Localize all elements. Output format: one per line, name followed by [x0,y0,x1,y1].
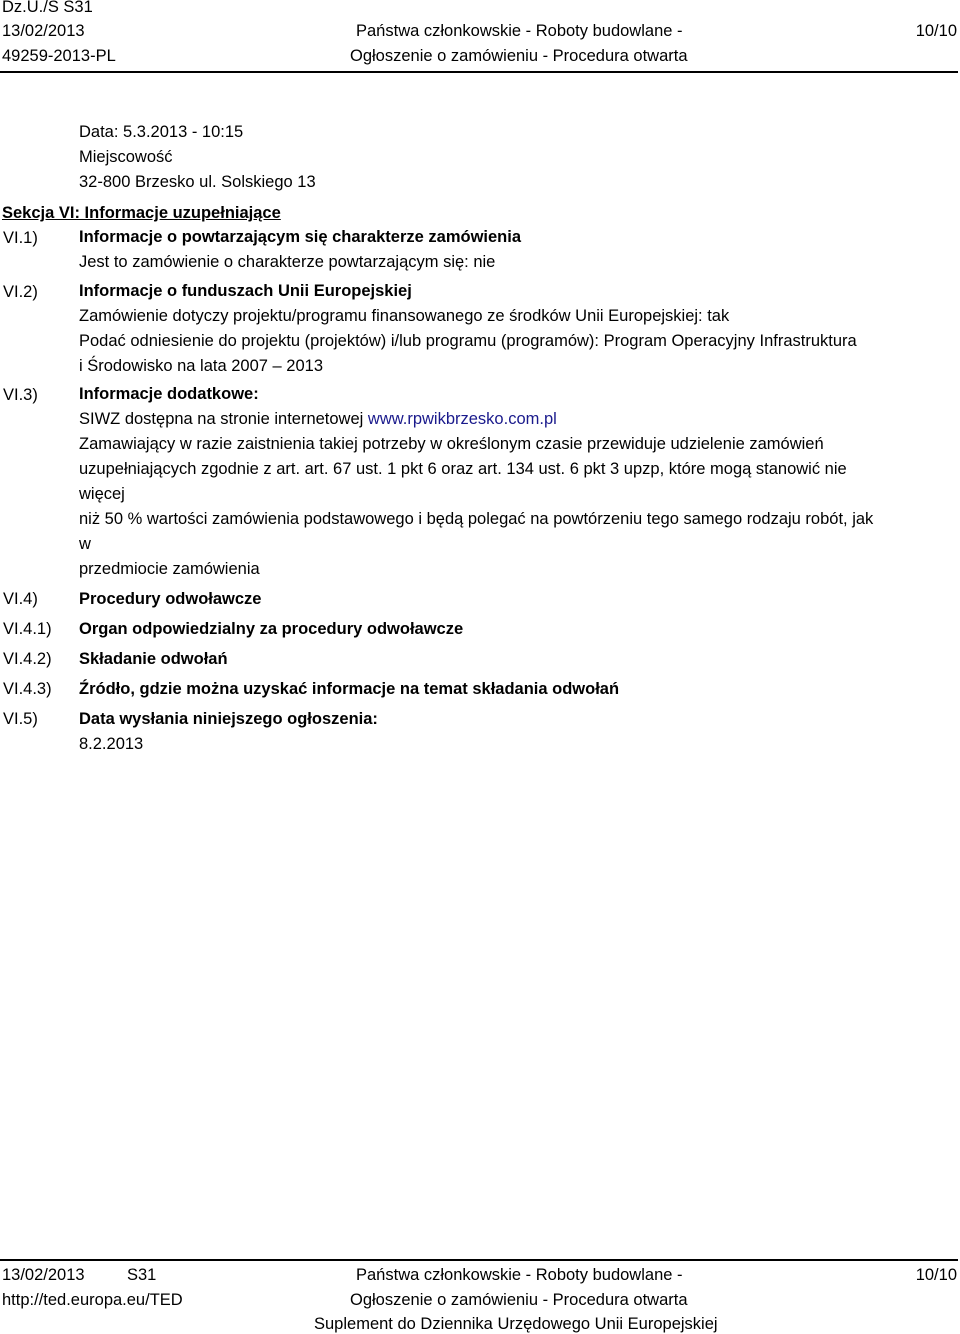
dispatch-date: 8.2.2013 [79,735,144,753]
page-header [0,0,960,72]
footer-page-number: 10/10 [915,1266,957,1284]
section-title: Sekcja VI: Informacje uzupełniające [2,204,281,222]
header-title-line1: Państwa członkowskie - Roboty budowlane - [356,22,683,40]
section-number: VI.3) [3,386,38,404]
page-footer [0,1258,960,1334]
section-text: Zamawiający w razie zaistnienia takiej potrzeby w określonym czasie przewiduje udzielenie zamówień [79,435,824,453]
footer-title-line1: Państwa członkowskie - Roboty budowlane - [356,1266,683,1284]
footer-date: 13/02/2013 [2,1266,85,1284]
section-number: VI.2) [3,283,38,301]
section-heading: Składanie odwołań [79,650,228,668]
section-heading: Procedury odwoławcze [79,590,262,608]
section-text: Podać odniesienie do projektu (projektów) i/lub programu (programów): Program Operacyjny Infrastruktura [79,332,857,350]
section-text: uzupełniających zgodnie z art. art. 67 ust. 1 pkt 6 oraz art. 134 ust. 6 pkt 3 upzp, które mogą stanowić nie [79,460,847,478]
footer-issue: S31 [127,1266,157,1284]
section-number: VI.4.1) [3,620,52,638]
siwz-line [79,407,939,432]
header-doc-id: 49259-2013-PL [2,47,116,65]
footer-url[interactable]: http://ted.europa.eu/TED [2,1291,183,1309]
header-date: 13/02/2013 [2,22,85,40]
section-number: VI.4.2) [3,650,52,668]
section-number: VI.4.3) [3,680,52,698]
footer-title-line2: Ogłoszenie o zamówieniu - Procedura otwarta [350,1291,688,1309]
section-heading: Źródło, gdzie można uzyskać informacje na temat składania odwołań [79,680,620,698]
header-title-line2: Ogłoszenie o zamówieniu - Procedura otwarta [350,47,688,65]
footer-title-line3: Suplement do Dziennika Urzędowego Unii Europejskiej [314,1315,718,1333]
section-heading: Organ odpowiedzialny za procedury odwoławcze [79,620,464,638]
section-number: VI.4) [3,590,38,608]
section-text: Jest to zamówienie o charakterze powtarzającym się: nie [79,253,496,271]
section-heading: Informacje dodatkowe: [79,385,259,403]
section-text: więcej [79,485,125,503]
header-page-number: 10/10 [915,22,957,40]
website-link[interactable]: www.rpwikbrzesko.com.pl [367,410,557,428]
siwz-text: SIWZ dostępna na stronie internetowej [79,410,368,428]
place-label: Miejscowość [79,148,173,166]
section-text: i Środowisko na lata 2007 – 2013 [79,357,324,375]
section-text: przedmiocie zamówienia [79,560,260,578]
section-number: VI.1) [3,229,38,247]
section-text: niż 50 % wartości zamówienia podstawowego i będą polegać na powtórzeniu tego samego rodzaju robót, jak [79,510,874,528]
place-value: 32-800 Brzesko ul. Solskiego 13 [79,173,316,191]
header-rule [0,71,958,73]
section-heading: Informacje o powtarzającym się charakterze zamówienia [79,228,522,246]
section-heading: Informacje o funduszach Unii Europejskiej [79,282,412,300]
section-number: VI.5) [3,710,38,728]
section-text: w [79,535,91,553]
deadline-date: Data: 5.3.2013 - 10:15 [79,123,244,141]
section-text: Zamówienie dotyczy projektu/programu finansowanego ze środków Unii Europejskiej: tak [79,307,730,325]
journal-ref: Dz.U./S S31 [2,0,93,16]
section-heading: Data wysłania niniejszego ogłoszenia: [79,710,378,728]
